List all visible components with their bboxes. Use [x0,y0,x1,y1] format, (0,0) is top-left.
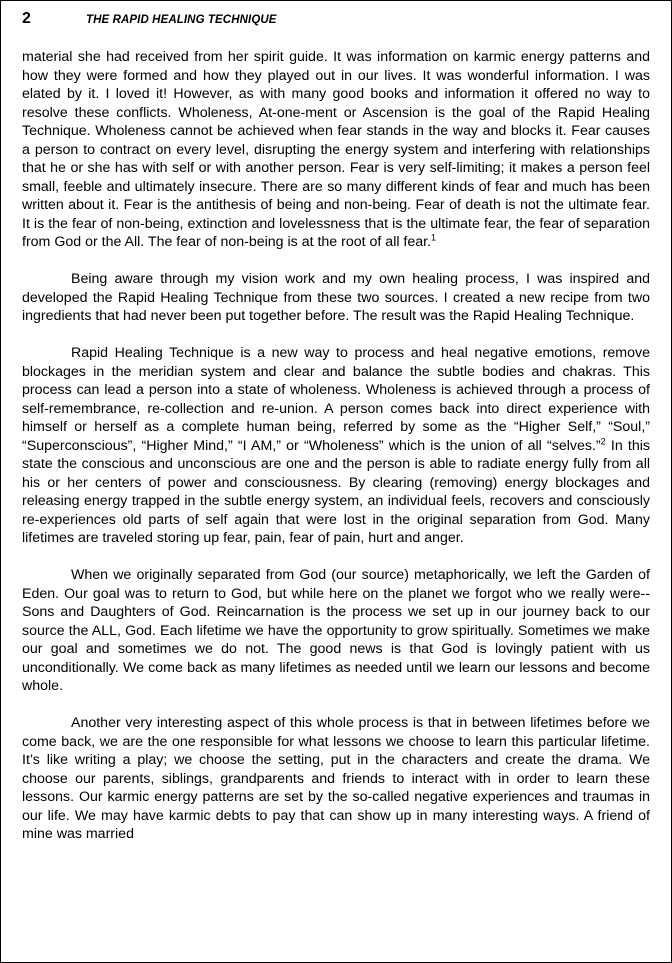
paragraph-text: Another very interesting aspect of this whole process is that in between lifetimes before we come back, we are the one responsible for what lessons we choose to learn this particular lifetime. It’s like writing a play; we choose the setting, put in the characters and create the drama. We choose our parents, siblings, grandparents and friends to interact with in order to learn these lessons. Our karmic energy patterns are set by the so-called negative experiences and traumas in our life. We may have karmic debts to pay that can show up in many interesting ways. A friend of mine was married [22,715,650,842]
paragraph [22,270,650,326]
paragraph-text: When we originally separated from God (our source) metaphorically, we left the Garden of Eden. Our goal was to return to God, but while here on the planet we forgot who we really were--Sons and Daughters of God. Reincarnation is the process we set up in our journey back to our source the ALL, God. Each lifetime we have the opportunity to grow spiritually. Sometimes we make our goal and sometimes we do not. The good news is that God is lovingly patient with us unconditionally. We come back as many lifetimes as needed until we learn our lessons and become whole. [22,567,650,694]
paragraph [22,566,650,696]
paragraph-text: Being aware through my vision work and my own healing process, I was inspired and developed the Rapid Healing Technique from these two sources. I created a new recipe from two ingredients that had never been put together before. The result was the Rapid Healing Technique. [22,271,650,324]
paragraph-text: material she had received from her spirit guide. It was information on karmic energy patterns and how they were formed and how they played out in our lives. It was wonderful information. I was elated by it. I loved it! However, as with many good books and information it offered no way to resolve these conflicts. Wholeness, At-one-ment or Ascension is the goal of the Rapid Healing Technique. Wholeness cannot be achieved when fear stands in the way and blocks it. Fear causes a person to contract on every level, disrupting the energy system and interfering with relationships that he or she has with self or with another person. Fear is very self-limiting; it makes a person feel small, feeble and ultimately insecure. There are so many different kinds of fear and much has been written about it. Fear is the antithesis of being and non-being. Fear of death is not the ultimate fear. It is the fear of non-being, extinction and lovelessness that is the ultimate fear, the fear of separation from God or the All. The fear of non-being is at the root of all fear. [22,49,650,250]
paragraph [22,344,650,548]
paragraph [22,48,650,252]
body-text [22,48,650,844]
paragraph [22,714,650,844]
footnote-reference: 2 [600,435,606,446]
footnote-reference: 1 [431,232,437,243]
running-header [22,10,277,30]
paragraph-text: In this state the conscious and unconscious are one and the person is able to radiate energy fully from all his or her centers of power and consciousness. By clearing (removing) energy blockages and releasing energy trapped in the subtle energy system, an individual feels, recovers and consciously re-experiences old parts of self again that were lost in the original separation from God. Many lifetimes are traveled storing up fear, pain, fear of pain, hurt and anger. [22,437,650,546]
paragraph-text: Rapid Healing Technique is a new way to process and heal negative emotions, remove blockages in the meridian system and clear and balance the subtle bodies and chakras. This process can lead a person into a state of wholeness. Wholeness is achieved through a process of self-remembrance, re-collection and re-union. A person comes back into direct experience with himself or herself as a complete human being, referred by some as the “Higher Self,” “Soul,” “Superconscious”, “Higher Mind,” “I AM,” or “Wholeness” which is the union of all “selves.” [22,345,650,454]
running-title: THE RAPID HEALING TECHNIQUE [86,14,277,26]
page-number: 2 [22,10,31,27]
